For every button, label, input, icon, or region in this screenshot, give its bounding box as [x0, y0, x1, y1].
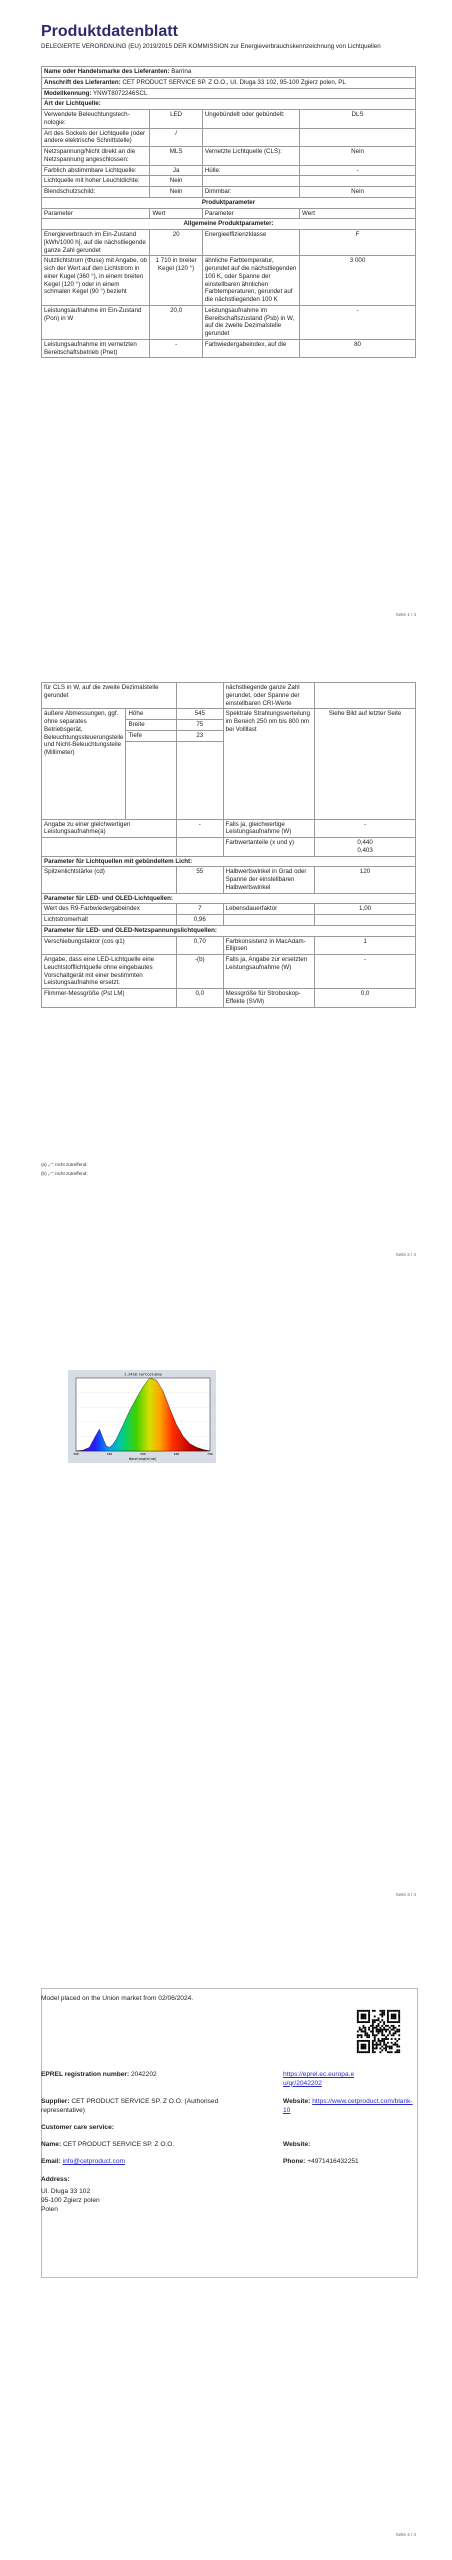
table-row: für CLS in W, auf die zweite Dezimalstelle gerundet nächstliegende ganze Zahl gerundet, oder Spanne der einstellbaren CRI-Werte	[42, 683, 416, 709]
address-line-3: Polen	[41, 2206, 58, 2213]
email-row: Email: info@cetproduct.com	[41, 2158, 126, 2165]
table-row: Nutzlichtstrom (Φuse) mit Angabe, ob sich der Wert auf den Lichtstrom in einer Kugel (360 °), in einem breiten Kegel (120 °) oder in einem schmalen Kegel (90 °) bezieht 1 710 in breiter Kegel (120 °) ähnliche Farbtemperatur, gerundet auf die nächstliegenden 100 K, oder Spanne der einstellbaren ähnlichen Farbtemperaturen, gerundet auf die nächstliegenden 100 K 3 000	[42, 256, 416, 306]
website-link[interactable]: https://www.cetproduct.com/blank-10	[283, 2098, 413, 2114]
table-row: Verwendete Beleuchtungstech-nologie: LED Ungebündelt oder gebündelt: DLS	[42, 110, 416, 129]
table-row: Farbwertanteile (x und y) 0,440 0,403	[42, 838, 416, 857]
page-number: Seite 1 / 4	[395, 612, 416, 617]
address-heading: Address:	[41, 2176, 70, 2183]
address-line-1: Ul. Dluga 33 102	[41, 2188, 91, 2195]
document-title: Produktdatenblatt	[41, 23, 178, 40]
table-row: Farblich abstimmbare Lichtquelle: Ja Hülle: -	[42, 165, 416, 176]
supplier-row: Supplier: CET PRODUCT SERVICE SP. Z O.O. (Authorised representative)	[41, 2098, 219, 2114]
table-row: Blendschutzschild: Nein Dimmbar: Nein	[42, 187, 416, 198]
email-link[interactable]: info@cetproduct.com	[62, 2158, 126, 2165]
table-row: Leistungsaufnahme im vernetzten Bereitschaftsbetrieb (Pnet) - Farbwiedergabeindex, auf die 80	[42, 339, 416, 358]
table-row: Leistungsaufnahme im Ein-Zustand (Pon) in W 20,0 Leistungsaufnahme im Bereitschaftszustand (Psb) in W, auf die zweite Dezimalstelle gerundet -	[42, 305, 416, 339]
x-tick-label: 480	[106, 1452, 113, 1456]
model-row: Modellkennung: YNWT8072246SCL	[42, 88, 416, 99]
website-row: Website: https://www.cetproduct.com/blank-10	[283, 2098, 413, 2114]
dimensions-label: äußere Abmessungen, ggf. ohne separates Betriebsgerät, Beleuchtungssteuerungsteile und Nicht-Beleuchtungsteile (Millimeter)	[42, 709, 126, 819]
product-params-table-continued	[41, 682, 416, 1008]
care-name-row: Name: CET PRODUCT SERVICE SP. Z O.O.	[41, 2141, 175, 2148]
regulation-text: DELEGIERTE VERORDNUNG (EU) 2019/2015 DER KOMMISSION zur Energieverbrauchskennzeichnung von Lichtquellen	[41, 43, 381, 50]
table-row: Energieverbrauch im Ein-Zustand [kWh/1000 h], auf die nächstliegende ganze Zahl gerundet 20 Energieeffizienzklasse F	[42, 230, 416, 256]
x-tick-label: 380	[73, 1452, 79, 1456]
footnote-a: (a) „-“: nicht zutreffend;	[41, 1162, 88, 1167]
bundled-params-heading: Parameter für Lichtquellen mit gebündeltem Licht:	[42, 856, 416, 867]
page-number: Seite 3 / 4	[395, 1892, 416, 1897]
x-tick-label: 580	[140, 1452, 146, 1456]
led-params-heading: Parameter für LED- und OLED-Lichtquellen:	[42, 893, 416, 904]
address-line-2: 95-100 Zgierz polen	[41, 2197, 100, 2204]
care-website-label: Website:	[283, 2141, 311, 2148]
table-row: Lichtstromerhalt 0,96	[42, 915, 416, 926]
table-row: Wert des R9-Farbwiedergabeindex 7 Lebensdauerfaktor 1,00	[42, 904, 416, 915]
table-row: Angabe, dass eine LED-Lichtquelle eine Leuchtstofflichtquelle ohne eingebautes Vorschaltgerät mit einer bestimmten Leistungsaufnahme ersetzt. -(b) Falls ja, Angabe zur ersetzten Leistungsaufnahme (W) -	[42, 955, 416, 989]
mains-params-heading: Parameter für LED- und OLED-Netzspannungslichtquellen:	[42, 925, 416, 936]
table-row: Flimmer-Messgröße (Pst LM) 0,0 Messgröße für Stroboskop-Effekte (SVM) 0,0	[42, 989, 416, 1008]
light-source-type-heading: Art der Lichtquelle:	[42, 99, 416, 110]
phone-row: Phone: +4971416432251	[283, 2158, 359, 2165]
page-2	[0, 640, 452, 1280]
table-row: Art des Sockels der Lichtquelle (oder andere elektrische Schnittstelle) /	[42, 128, 416, 147]
page-number: Seite 4 / 4	[395, 2532, 416, 2537]
table-row: Spitzenlichtstärke (cd) 55 Halbwertswinkel in Grad oder Spanne der einstellbaren Halbwertswinkel 120	[42, 867, 416, 893]
footnote-b: (b) „-“: nicht zutreffend;	[41, 1171, 88, 1176]
general-params-heading: Allgemeine Produktparameter:	[42, 219, 416, 230]
supplier-address-row: Anschrift des Lieferanten: CET PRODUCT SERVICE SP. Z O.O., Ul. Dluga 33 102, 95-100 Zgierz polen, PL	[42, 77, 416, 88]
table-row: Lichtquelle mit hoher Leuchtdichte: Nein	[42, 176, 416, 187]
table-row: Tiefe 23	[42, 730, 416, 741]
eprel-link[interactable]: https://eprel.ec.europa.eu/qr/2042202	[283, 2071, 355, 2087]
table-header-row: Parameter Wert Parameter Wert	[42, 208, 416, 219]
eprel-row: EPREL registration number: 2042202 https://eprel.ec.europa.eu/qr/2042202	[41, 2071, 355, 2087]
page-1	[0, 0, 452, 640]
table-row: Verschiebungsfaktor (cos φ1) 0,70 Farbkonsistenz in MacAdam-Ellipsen 1	[42, 936, 416, 955]
qr-code-icon[interactable]	[355, 2008, 402, 2055]
page-number: Seite 2 / 4	[395, 1252, 416, 1257]
placed-on-market: Model placed on the Union market from 02/06/2024.	[41, 1995, 194, 2002]
customer-care-heading: Customer care service:	[41, 2124, 114, 2131]
x-axis-label: Wavelength(nm)	[129, 1457, 157, 1461]
x-tick-label: 680	[173, 1452, 180, 1456]
table-row: Angabe zu einer gleichwertigen Leistungsaufnahme(a) - Falls ja, gleichwertige Leistungsaufnahme (W) -	[42, 819, 416, 838]
x-tick-label: 780	[207, 1452, 213, 1456]
table-row: Netzspannung/Nicht direkt an die Netzspannung angeschlossen: MLS Vernetzte Lichtquelle (CLS): Nein	[42, 147, 416, 166]
table-row: Breite 75	[42, 720, 416, 731]
supplier-name-row: Name oder Handelsmarke des Lieferanten: Barrina	[42, 67, 416, 78]
spectral-distribution-chart	[68, 1370, 216, 1463]
product-params-heading: Produktparameter	[42, 197, 416, 208]
table-row: äußere Abmessungen, ggf. ohne separates Betriebsgerät, Beleuchtungssteuerungsteile und Nicht-Beleuchtungsteile (Millimeter) Höhe 545 Spektrale Strahlungsverteilung im Bereich 250 nm bis 800 nm bei Vollllast Siehe Bild auf letzter Seite	[42, 709, 416, 720]
chart-title: 1.2418.1wrCcolumny	[124, 1372, 162, 1377]
product-info-table	[41, 66, 416, 358]
